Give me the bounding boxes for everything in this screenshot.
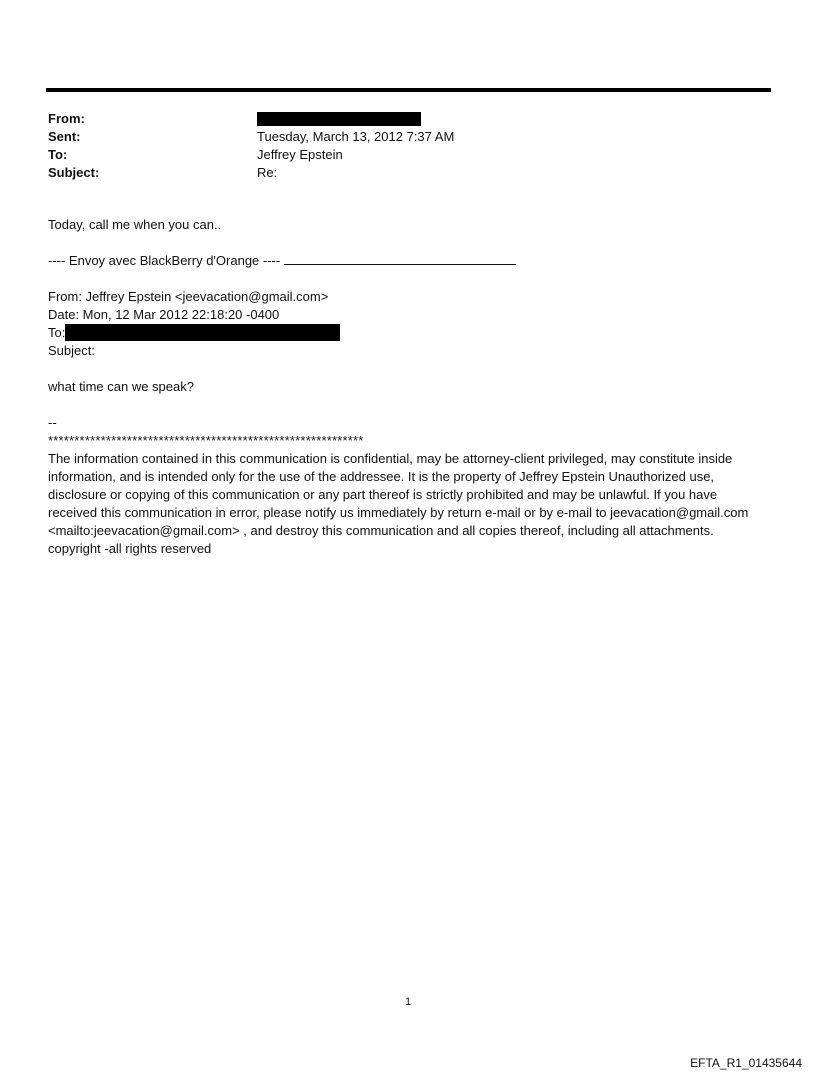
subject-label: Subject: [48,165,100,180]
dash-separator: -- [48,415,57,430]
document-id: EFTA_R1_01435644 [690,1056,802,1070]
page-number: 1 [404,996,412,1008]
quoted-from: From: Jeffrey Epstein <jeevacation@gmail.com> [48,289,329,304]
redaction-box [65,324,340,341]
quoted-to-label: To: [48,325,66,340]
subject-value: Re: [257,165,278,180]
header-rule [46,88,771,92]
message-line: Today, call me when you can.. [48,217,222,232]
redaction-box [257,112,421,126]
from-label: From: [48,111,85,126]
to-value: Jeffrey Epstein [257,147,343,162]
star-separator: ************************************************************ [48,433,364,448]
quoted-subject: Subject: [48,343,95,358]
quoted-date: Date: Mon, 12 Mar 2012 22:18:20 -0400 [48,307,280,322]
signature-line [48,252,763,270]
to-label: To: [48,147,68,162]
sent-label: Sent: [48,129,81,144]
separator-underline [284,252,516,265]
from-value-redacted [257,110,421,128]
sent-value: Tuesday, March 13, 2012 7:37 AM [257,129,455,144]
email-body [48,216,763,558]
confidentiality-disclaimer: The information contained in this communication is confidential, may be attorney-client privileged, may constitute inside information, and is intended only for the use of the addressee. It is the property of Jeffrey Epstein Unauthorized use, disclosure or copying of this communication or any part thereof is strictly prohibited and may be unlawful. If you have received this communication in error, please notify us immediately by return e-mail or by e-mail to jeevacation@gmail.com <mailto:jeevacation@gmail.com> , and destroy this communication and all copies thereof, including all attachments. copyright -all rights reserved [48,451,749,556]
signature-text: ---- Envoy avec BlackBerry d'Orange ---- [48,253,281,268]
quoted-question: what time can we speak? [48,379,194,394]
quoted-to-row [48,324,763,342]
